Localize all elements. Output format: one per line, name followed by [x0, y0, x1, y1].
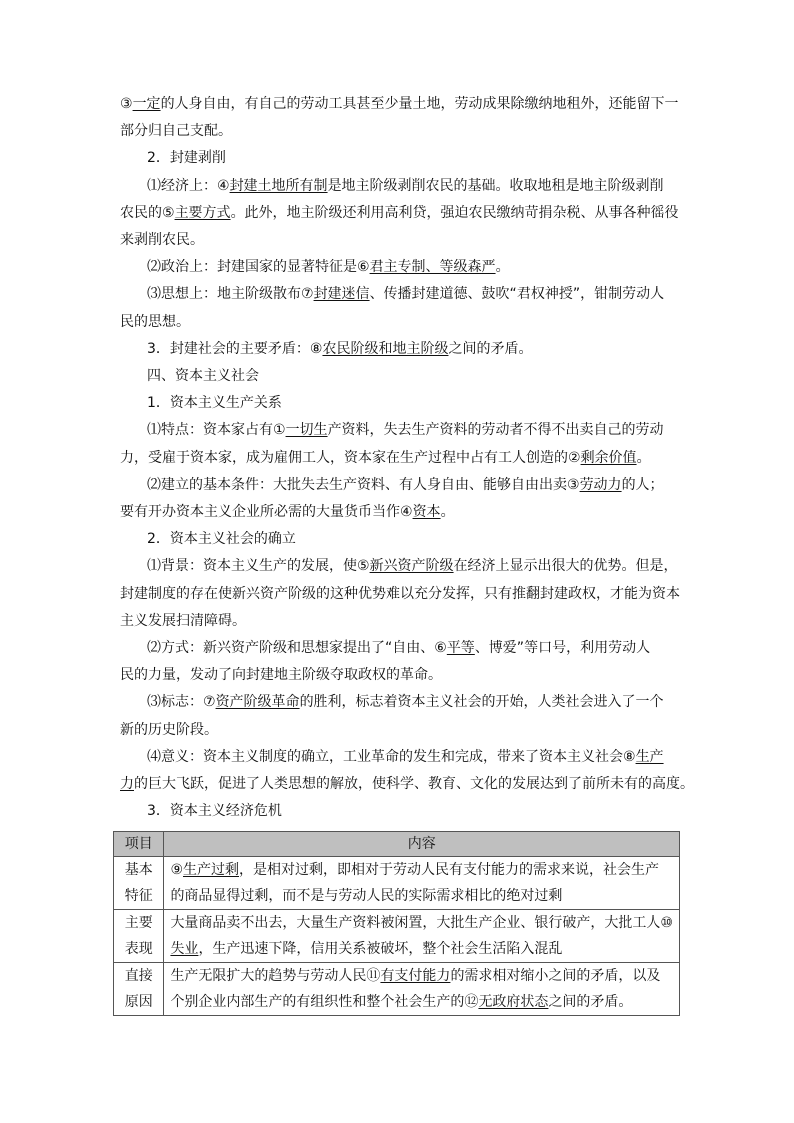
text-run: 的人身自由，有自己的劳动工具甚至少量土地，劳动成果除缴纳地租外，还能留下一 [160, 96, 679, 112]
text-line [0, 176, 794, 196]
row-content [164, 963, 680, 1016]
content-line [170, 857, 673, 883]
text-run: 民的思想。 [120, 313, 190, 330]
text-run: 封建制度的存在使新兴资产阶级的这种优势难以充分发挥，只有推翻封建政权，才能为资本 [120, 585, 680, 602]
text-line [0, 312, 794, 332]
text-run: 新的历史阶段。 [120, 721, 218, 738]
text-run: 3．资本主义经济危机 [147, 803, 282, 820]
answer-blank: 平等 [446, 640, 475, 656]
text-run: 的需求相对缩小之间的矛盾，以及 [450, 968, 661, 984]
row-label-part: 表现 [124, 941, 153, 957]
answer-blank: 资本 [412, 504, 441, 520]
answer-blank: 剩余价值 [580, 449, 637, 466]
text-run: 1．资本主义生产关系 [147, 395, 282, 412]
row-label [114, 963, 164, 1016]
text-line [0, 665, 794, 685]
table-row [114, 857, 680, 910]
row-content [164, 910, 680, 963]
text-run: 的人； [621, 476, 664, 493]
answer-blank: 失业 [170, 941, 199, 957]
text-line [0, 366, 794, 386]
text-run: 产资料，失去生产资料的劳动者不得不出卖自己的劳动 [327, 422, 664, 439]
text-line [0, 584, 794, 604]
answer-blank: 农民阶级和地主阶级 [322, 340, 449, 357]
text-line [0, 257, 794, 277]
text-run: 大量商品卖不出去，大量生产资料被闲置，大批生产企业、银行破产，大批工人⑩ [170, 915, 673, 931]
text-run: ⑴背景：资本主义生产的发展，使⑤ [147, 558, 370, 575]
row-label-part: 特征 [124, 888, 153, 904]
row-label [114, 857, 164, 910]
row-content [164, 857, 680, 910]
text-run: ⑶思想上：地主阶级散布⑦ [147, 286, 314, 303]
text-run: 2．封建剥削 [147, 150, 226, 167]
text-run: 在经济上显示出很大的优势。但是， [453, 558, 678, 575]
answer-blank: 资产阶级革命 [215, 694, 300, 711]
answer-blank: 力 [120, 776, 134, 792]
text-run: 、传播封建道德、鼓吹“君权神授”，钳制劳动人 [369, 286, 665, 303]
text-run: 的商品显得过剩，而不是与劳动人民的实际需求相比的绝对过剩 [170, 888, 563, 904]
text-run: 个别企业内部生产的有组织性和整个社会生产的⑫ [170, 994, 479, 1010]
text-run: 2．资本主义社会的确立 [147, 531, 296, 548]
answer-blank: 主要方式 [174, 204, 231, 221]
text-run: 力，受雇于资本家，成为雇佣工人，资本家在生产过程中占有工人创造的② [120, 449, 581, 466]
text-run: ⑵方式：新兴资产阶级和思想家提出了“自由、⑥ [147, 640, 447, 656]
text-run: ③ [120, 96, 133, 112]
text-run: 3．封建社会的主要矛盾：⑧ [147, 340, 323, 357]
text-run: 民的力量，发动了向封建地主阶级夺取政权的革命。 [120, 667, 442, 684]
text-line [0, 393, 794, 413]
text-line [0, 420, 794, 440]
text-run: 的巨大飞跃，促进了人类思想的解放，使科学、教育、文化的发展达到了前所未有的高度。 [134, 776, 694, 792]
text-line [0, 638, 794, 658]
text-line [0, 203, 794, 223]
answer-blank: 一切生 [285, 422, 328, 439]
row-label [114, 910, 164, 963]
answer-blank: 生产 [635, 748, 664, 765]
text-line [0, 611, 794, 631]
text-run: 。此外，地主阶级还利用高利贷，强迫农民缴纳苛捐杂税、从事各种徭役 [230, 204, 679, 221]
answer-blank: 劳动力 [579, 476, 622, 493]
text-run: 农民的⑤ [120, 204, 175, 221]
text-run: ，生产迅速下降，信用关系被破坏，整个社会生活陷入混乱 [198, 941, 563, 957]
answer-blank: 封建迷信 [313, 286, 370, 303]
text-line [0, 121, 794, 141]
answer-blank: 无政府状态 [478, 994, 549, 1010]
answer-blank: 封建土地所有制 [229, 177, 328, 194]
row-label-part: 直接 [124, 968, 153, 984]
text-run: ⑴经济上：④ [147, 177, 230, 194]
text-run: ⑨ [170, 862, 183, 878]
row-label-part: 基本 [124, 862, 153, 878]
table-row [114, 910, 680, 963]
table-body [114, 857, 680, 1016]
text-run: 四、资本主义社会 [147, 368, 259, 384]
text-run: 主义发展扫清障碍。 [120, 612, 246, 629]
row-label-part: 原因 [124, 994, 153, 1010]
content-line [170, 936, 673, 962]
table-row [114, 963, 680, 1016]
text-line [0, 774, 794, 794]
text-run: ⑶标志：⑦ [147, 694, 216, 711]
text-line [0, 284, 794, 304]
text-run: 之间的矛盾。 [548, 994, 633, 1010]
text-run: 。 [495, 259, 510, 276]
text-line [0, 720, 794, 740]
text-line [0, 502, 794, 522]
text-run: 来剥削农民。 [120, 232, 204, 248]
text-run: 生产无限扩大的趋势与劳动人民⑪ [170, 968, 381, 984]
text-run: 。 [636, 449, 651, 466]
text-run: ⑵建立的基本条件：大批失去生产资料、有人身自由、能够自由出卖③ [147, 476, 580, 493]
answer-blank: 君主专制、等级森严 [369, 259, 496, 276]
text-run: ，是相对过剩，即相对于劳动人民有支付能力的需求来说，社会生产 [239, 862, 659, 878]
economic-crisis-table [113, 831, 680, 1016]
text-line [0, 94, 794, 114]
content-line [170, 883, 673, 909]
content-line [170, 963, 673, 989]
content-line [170, 910, 673, 936]
text-line [0, 529, 794, 549]
text-run: 要有开办资本主义企业所必需的大量货币当作④ [120, 504, 413, 520]
row-label-part: 主要 [124, 915, 153, 931]
text-line [0, 230, 794, 250]
text-line [0, 747, 794, 767]
table-header-content: 内容 [164, 832, 680, 857]
answer-blank: 新兴资产阶级 [369, 558, 454, 575]
text-line [0, 556, 794, 576]
answer-blank: 一定 [132, 96, 161, 112]
answer-blank: 生产过剩 [183, 862, 239, 878]
text-line [0, 692, 794, 712]
text-line [0, 475, 794, 495]
text-run: 的胜利，标志着资本主义社会的开始，人类社会进入了一个 [299, 694, 664, 711]
text-line [0, 148, 794, 168]
answer-blank: 有支付能力 [380, 968, 451, 984]
text-run: 。 [440, 504, 455, 520]
text-run: ⑵政治上：封建国家的显著特征是⑥ [147, 259, 370, 276]
text-line [0, 339, 794, 359]
text-run: 、博爱”等口号，利用劳动人 [474, 640, 651, 656]
content-line [170, 989, 673, 1015]
table-header-item: 项目 [114, 832, 164, 857]
text-run: ⑴特点：资本家占有① [147, 422, 286, 439]
text-run: ⑷意义：资本主义制度的确立，工业革命的发生和完成，带来了资本主义社会⑧ [147, 748, 636, 765]
table-header-row [114, 832, 680, 857]
text-line [0, 801, 794, 821]
text-run: 之间的矛盾。 [448, 340, 533, 357]
text-run: 部分归自己支配。 [120, 123, 232, 140]
text-line [0, 448, 794, 468]
text-run: 是地主阶级剥削农民的基础。收取地租是地主阶级剥削 [327, 177, 664, 194]
